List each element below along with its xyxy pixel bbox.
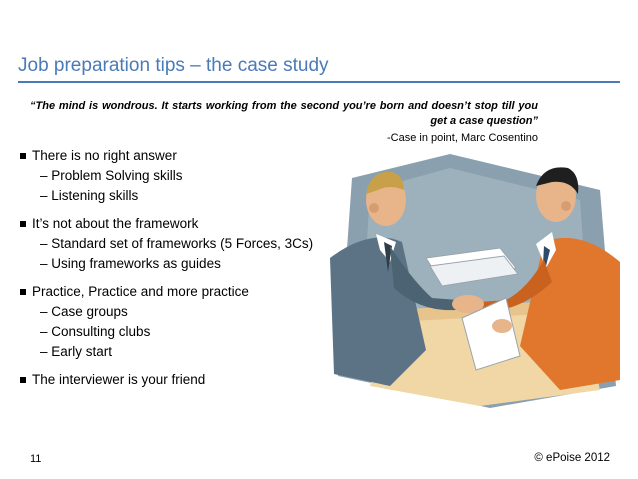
title-divider <box>18 81 620 83</box>
bullet-square-icon <box>20 289 26 295</box>
slide-title: Job preparation tips – the case study <box>18 55 329 76</box>
bullet-text: There is no right answer <box>32 148 177 163</box>
sub-bullet: – Consulting clubs <box>40 324 151 339</box>
bullet-item <box>18 214 348 234</box>
quote-attribution: -Case in point, Marc Cosentino <box>386 132 538 144</box>
bullet-item <box>18 146 348 166</box>
sub-bullet: – Early start <box>40 344 113 359</box>
sub-bullet: – Using frameworks as guides <box>40 256 221 271</box>
page-number: 11 <box>30 453 42 465</box>
bullet-list <box>18 146 348 390</box>
bullet-text: Practice, Practice and more practice <box>32 284 249 299</box>
bullet-square-icon <box>20 221 26 227</box>
bullet-text: It’s not about the framework <box>32 216 199 231</box>
bullet-square-icon <box>20 153 26 159</box>
bullet-item <box>18 282 348 302</box>
bullet-item <box>18 370 348 390</box>
sub-bullet: – Listening skills <box>40 188 139 203</box>
sub-bullet: – Case groups <box>40 304 128 319</box>
copyright-text: © ePoise 2012 <box>534 452 610 464</box>
bullet-square-icon <box>20 377 26 383</box>
handshake-interview-illustration <box>330 150 620 412</box>
sub-bullet: – Standard set of frameworks (5 Forces, 3Cs) <box>40 236 314 251</box>
bullet-text: The interviewer is your friend <box>32 372 206 387</box>
quote-text: “The mind is wondrous. It starts working from the second you’re born and doesn’t stop till you get a case question” <box>30 100 538 127</box>
sub-bullet: – Problem Solving skills <box>40 168 183 183</box>
